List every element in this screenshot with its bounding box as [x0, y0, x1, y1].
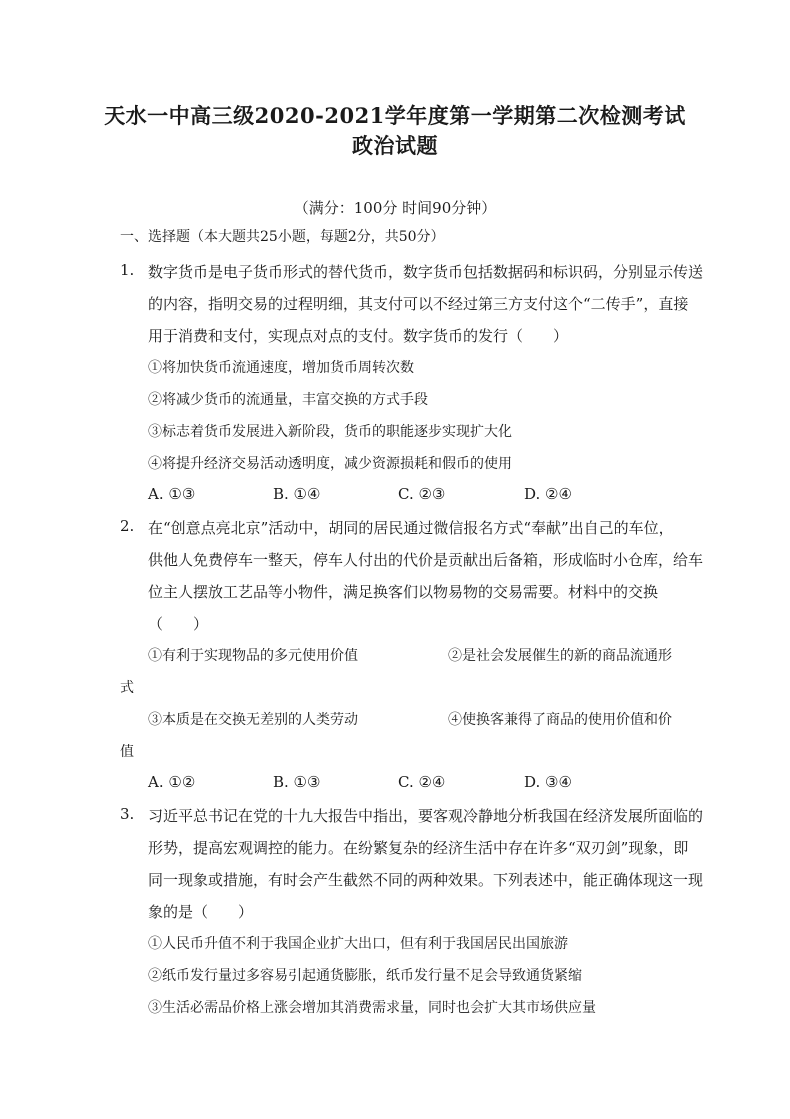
- question-2-statement: ③本质是在交换无差别的人类劳动: [148, 712, 358, 728]
- question-2-choice-b: B. ①③: [273, 773, 321, 791]
- question-1-line: 的内容，指明交易的过程明细，其支付可以不经过第三方支付这个“二传手”，直接: [148, 295, 689, 313]
- question-3-statement: ①人民币升值不利于我国企业扩大出口，但有利于我国居民出国旅游: [148, 936, 568, 952]
- exam-title-line1: 天水一中高三级2020-2021学年度第一学期第二次检测考试: [104, 103, 686, 128]
- question-1-line: 用于消费和支付，实现点对点的支付。数字货币的发行（ ）: [148, 327, 569, 345]
- question-1-number: 1.: [120, 261, 135, 279]
- question-1-statement: ③标志着货币发展进入新阶段，货币的职能逐步实现扩大化: [148, 424, 512, 440]
- question-3-line: 象的是（ ）: [148, 903, 254, 921]
- question-1-statement: ②将减少货币的流通量，丰富交换的方式手段: [148, 392, 428, 408]
- score-time-line: （满分：100分 时间90分钟）: [293, 199, 497, 217]
- question-3-statement: ②纸币发行量过多容易引起通货膨胀，纸币发行量不足会导致通货紧缩: [148, 968, 582, 984]
- question-2-line: （ ）: [148, 615, 209, 633]
- question-2-number: 2.: [120, 517, 135, 535]
- question-1-statement: ④将提升经济交易活动透明度，减少资源损耗和假币的使用: [148, 456, 512, 472]
- question-2-statement: ②是社会发展催生的新的商品流通形: [448, 648, 672, 664]
- question-3-line: 同一现象或措施，有时会产生截然不同的两种效果。下列表述中，能正确体现这一现: [148, 871, 704, 889]
- exam-title-line2: 政治试题: [352, 133, 438, 158]
- question-2-statement: ①有利于实现物品的多元使用价值: [148, 648, 358, 664]
- question-3-line: 习近平总书记在党的十九大报告中指出，要客观冷静地分析我国在经济发展所面临的: [148, 807, 704, 825]
- question-1-choice-a: A. ①③: [148, 485, 196, 503]
- question-2-line: 供他人免费停车一整天，停车人付出的代价是贡献出后备箱，形成临时小仓库，给车: [148, 551, 704, 569]
- question-2-line: 位主人摆放工艺品等小物件，满足换客们以物易物的交易需要。材料中的交换: [148, 583, 659, 601]
- section-heading: 一、选择题（本大题共25小题，每题2分，共50分）: [120, 229, 445, 245]
- question-1-choice-b: B. ①④: [273, 485, 321, 503]
- question-3-number: 3.: [120, 805, 135, 823]
- question-1-choice-c: C. ②③: [398, 485, 446, 503]
- question-3-line: 形势，提高宏观调控的能力。在纷繁复杂的经济生活中存在许多“双刃剑”现象，即: [148, 839, 689, 857]
- question-2-line: 在“创意点亮北京”活动中，胡同的居民通过微信报名方式“奉献”出自己的车位，: [148, 519, 674, 537]
- question-2-statement: ④使换客兼得了商品的使用价值和价: [448, 712, 672, 728]
- question-2-statement-wrap: 式: [120, 680, 134, 696]
- question-2-statement-wrap: 值: [120, 744, 134, 760]
- question-2-choice-c: C. ②④: [398, 773, 446, 791]
- question-3-statement: ③生活必需品价格上涨会增加其消费需求量，同时也会扩大其市场供应量: [148, 1000, 596, 1016]
- question-1-line: 数字货币是电子货币形式的替代货币，数字货币包括数据码和标识码，分别显示传送: [148, 263, 704, 281]
- question-2-choice-a: A. ①②: [148, 773, 196, 791]
- question-2-choice-d: D. ③④: [524, 773, 572, 791]
- question-1-statement: ①将加快货币流通速度，增加货币周转次数: [148, 360, 414, 376]
- question-1-choice-d: D. ②④: [524, 485, 572, 503]
